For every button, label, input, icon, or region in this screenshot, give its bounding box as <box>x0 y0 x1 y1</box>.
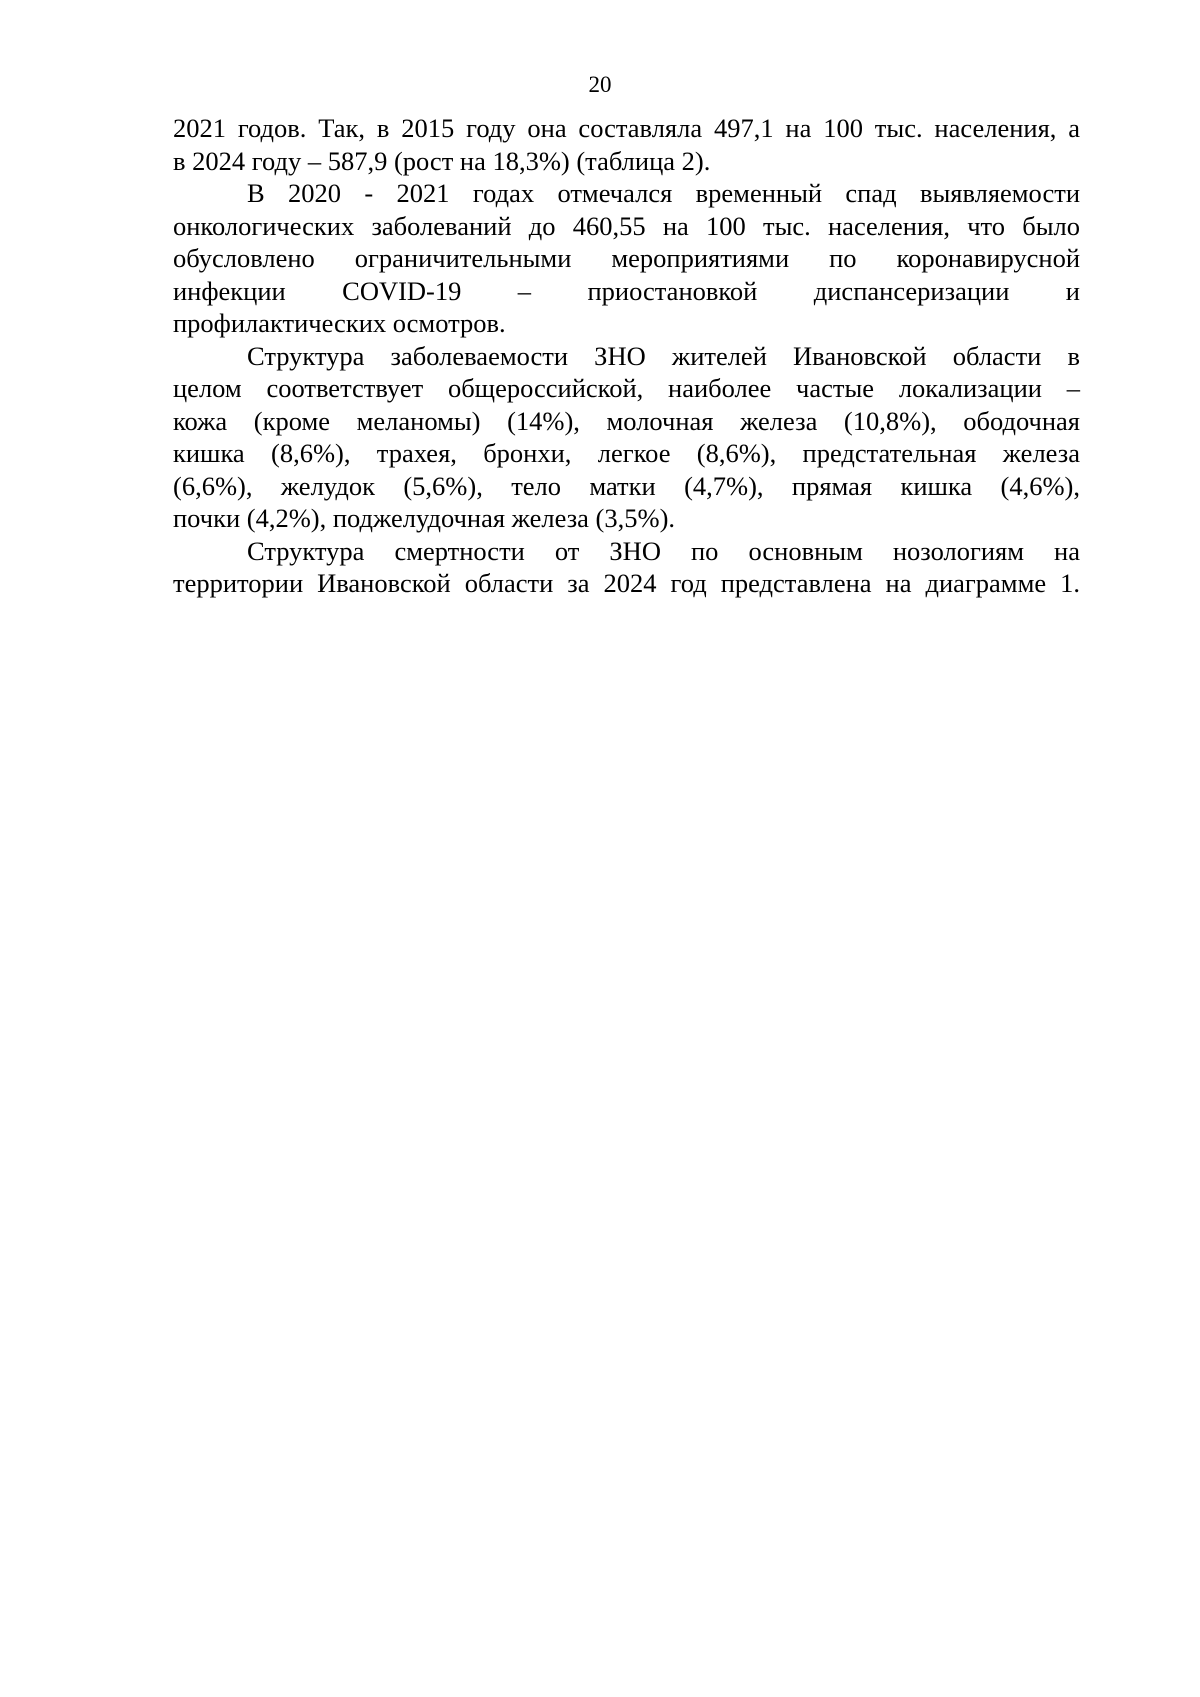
text-line: (6,6%), желудок (5,6%), тело матки (4,7%), прямая кишка (4,6%), <box>173 470 1080 501</box>
text-line: кишка (8,6%), трахея, бронхи, легкое (8,6%), предстательная железа <box>173 438 1080 468</box>
text-line: целом соответствует общероссийской, наиболее частые локализации – <box>173 373 1080 403</box>
paragraph-first-line: Структура заболеваемости ЗНО жителей Ивановской области в <box>247 340 1080 371</box>
paragraph-first-line: В 2020 - 2021 годах отмечался временный спад выявляемости <box>247 178 1080 208</box>
text-line: почки (4,2%), поджелудочная железа (3,5%). <box>173 503 676 533</box>
page-number: 20 <box>588 72 612 97</box>
text-line: кожа (кроме меланомы) (14%), молочная железа (10,8%), ободочная <box>173 405 1080 436</box>
text-line: обусловлено ограничительными мероприятиями по коронавирусной <box>173 243 1080 273</box>
text-line: территории Ивановской области за 2024 год представлена на диаграмме 1. <box>173 568 1080 598</box>
text-line: 2021 годов. Так, в 2015 году она составляла 497,1 на 100 тыс. населения, а <box>173 113 1080 143</box>
text-line: профилактических осмотров. <box>173 308 506 338</box>
text-line: инфекции COVID-19 – приостановкой диспансеризации и <box>173 275 1080 306</box>
body-text <box>173 112 1080 600</box>
paragraph-first-line: Структура смертности от ЗНО по основным нозологиям на <box>247 535 1080 566</box>
text-line: в 2024 году – 587,9 (рост на 18,3%) (таблица 2). <box>173 145 711 176</box>
text-line: онкологических заболеваний до 460,55 на 100 тыс. населения, что было <box>173 210 1080 241</box>
